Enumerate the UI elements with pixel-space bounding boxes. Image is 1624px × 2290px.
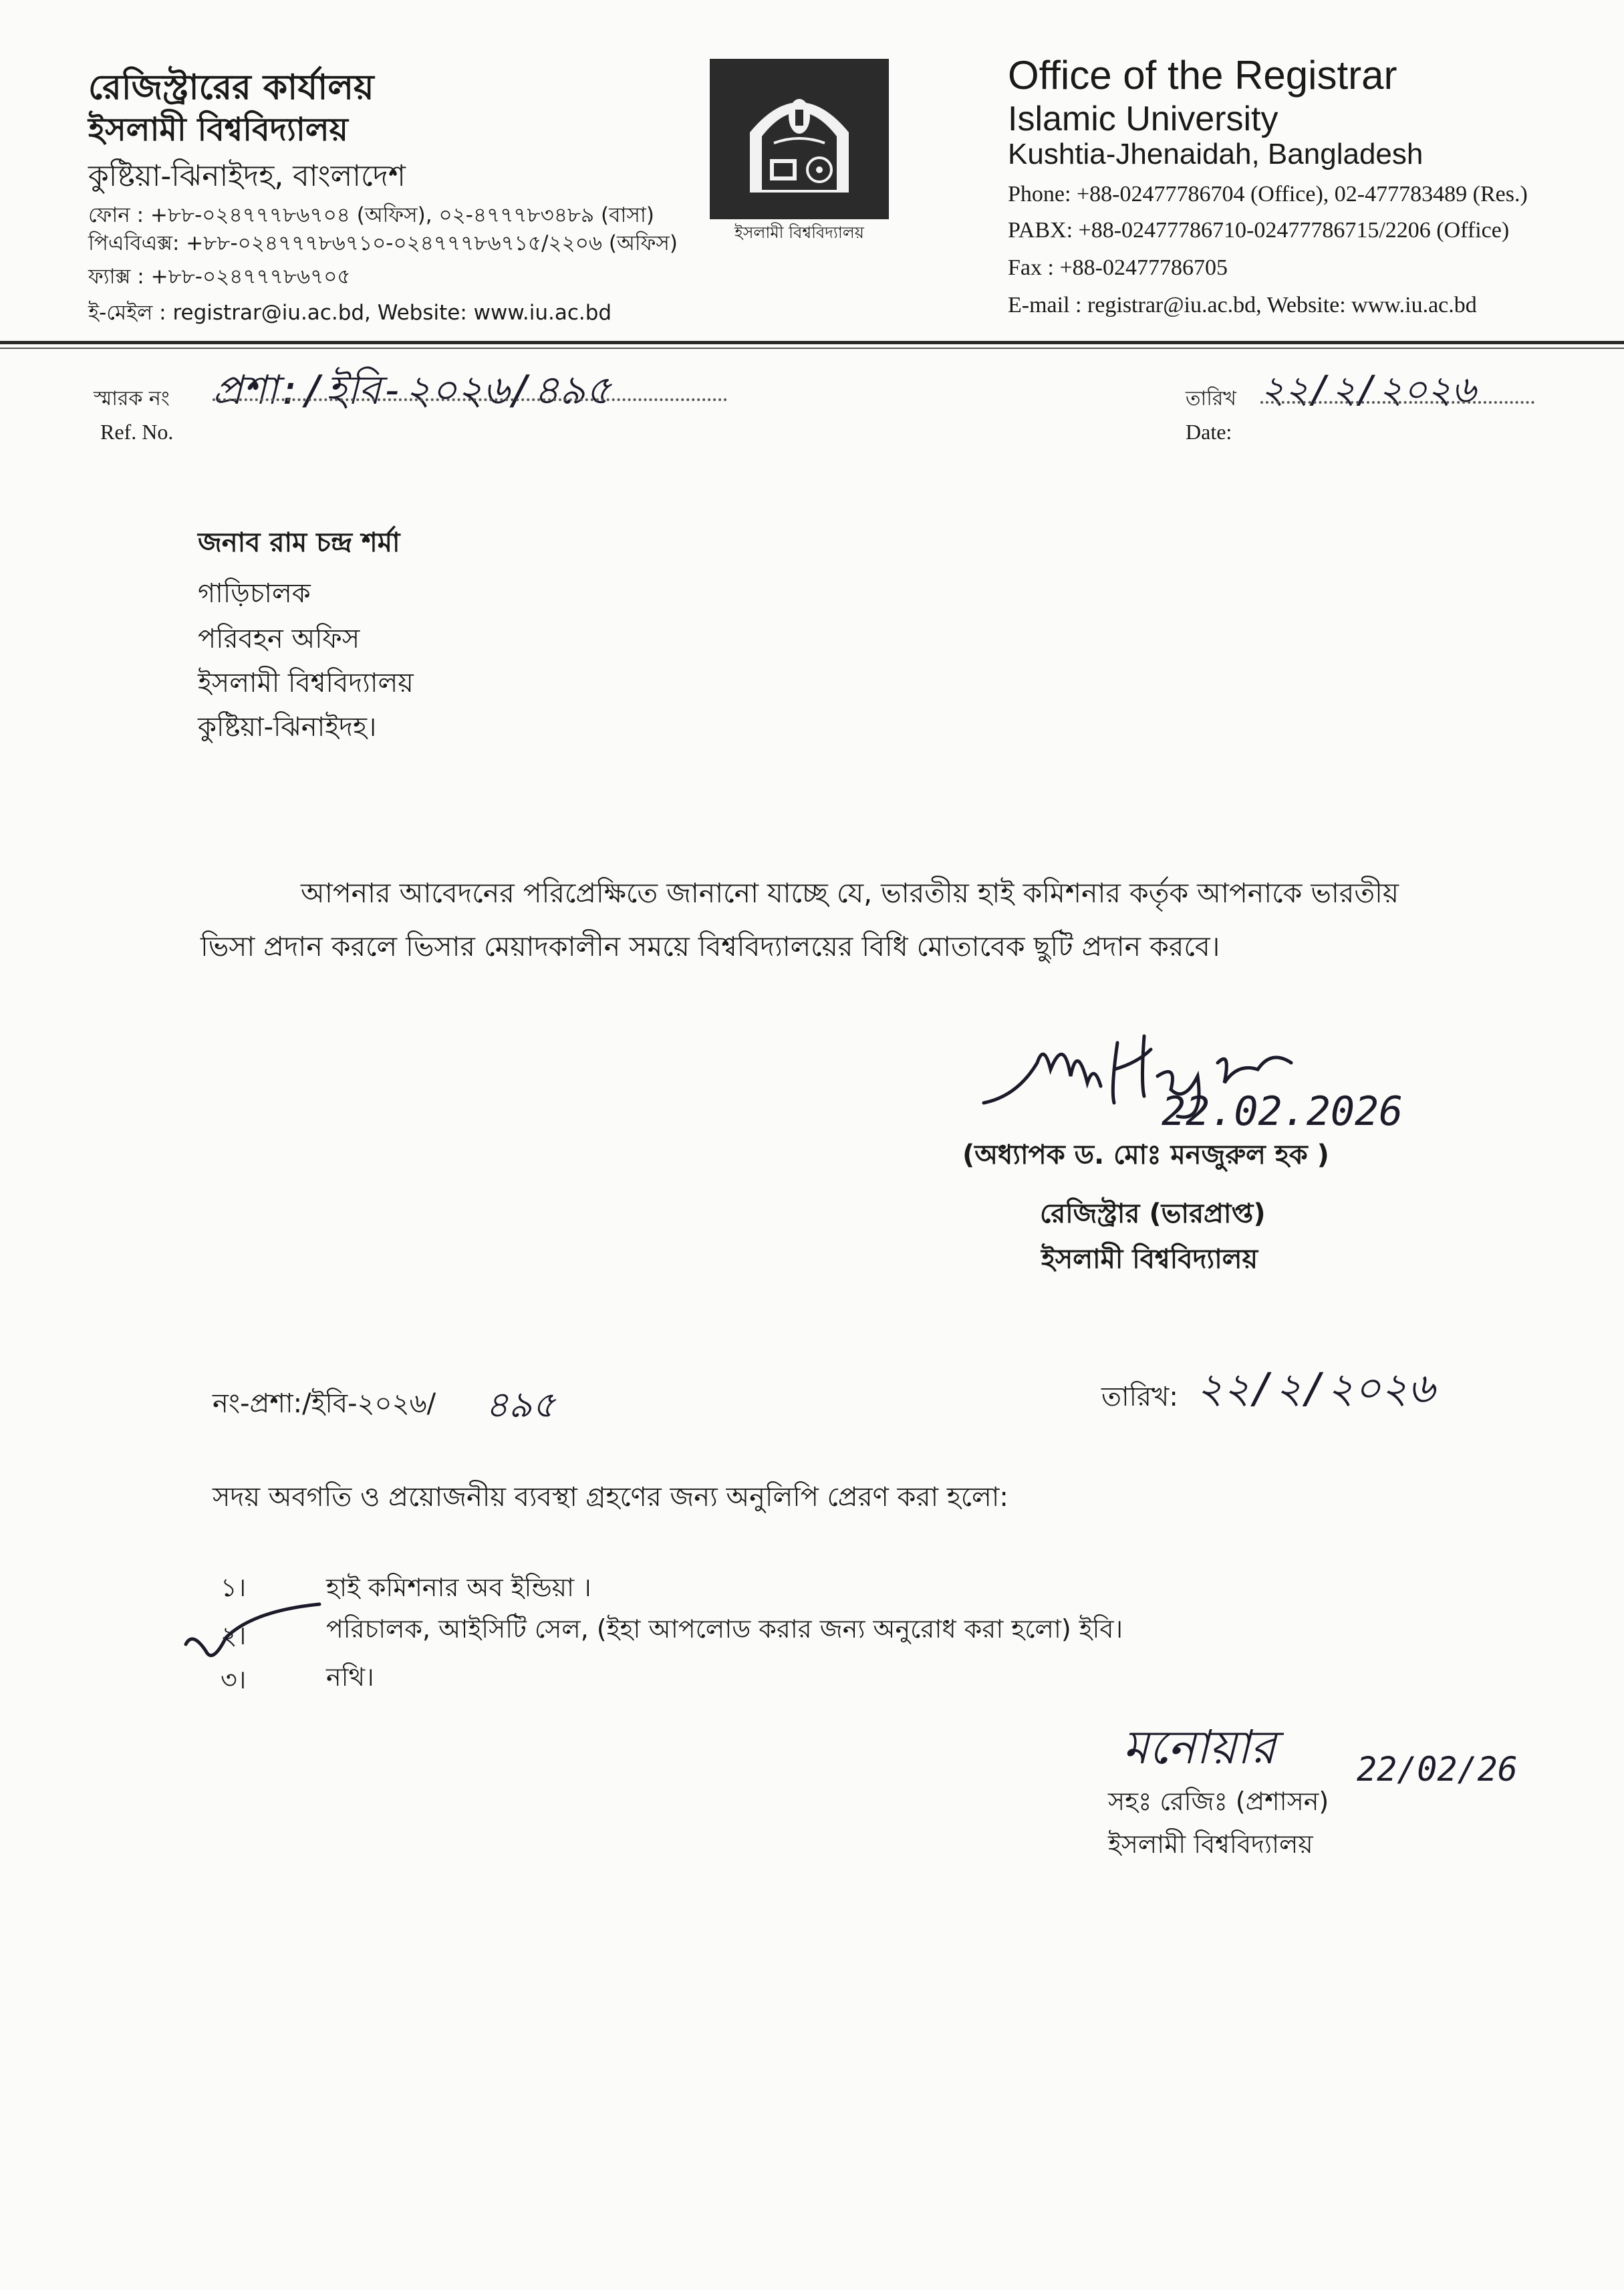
copy-ref-number-handwritten: ৪৯৫ <box>485 1384 556 1426</box>
logo-caption: ইসলামী বিশ্ববিদ্যালয় <box>734 223 864 242</box>
recipient-name: জনাব রাম চন্দ্র শর্মা <box>198 527 400 558</box>
signatory-title: রেজিস্ট্রার (ভারপ্রাপ্ত) <box>1040 1198 1266 1229</box>
date-label-bn: তারিখ <box>1186 387 1236 410</box>
recipient-location: কুষ্টিয়া-ঝিনাইদহ। <box>198 712 377 743</box>
header-bn-location: কুষ্টিয়া-ঝিনাইদহ, বাংলাদেশ <box>88 159 406 193</box>
recipient-designation: গাড়িচালক <box>198 578 311 609</box>
second-signatory-title: সহঃ রেজিঃ (প্রশাসন) <box>1108 1787 1329 1816</box>
copy-intro: সদয় অবগতি ও প্রয়োজনীয় ব্যবস্থা গ্রহণের জন্য অনুলিপি প্রেরণ করা হলো: <box>213 1482 1008 1513</box>
copy-item-number: ৩। <box>221 1665 247 1694</box>
recipient-office: পরিবহন অফিস <box>198 624 360 654</box>
header-en-title: Office of the Registrar <box>1008 53 1397 98</box>
copy-item-text: হাই কমিশনার অব ইন্ডিয়া । <box>326 1573 591 1602</box>
body-line-1: আপনার আবেদনের পরিপ্রেক্ষিতে জানানো যাচ্ছে যে, ভারতীয় হাই কমিশনার কর্তৃক আপনাকে ভারতীয় <box>301 877 1399 909</box>
header-en-fax: Fax : +88-02477786705 <box>1008 255 1228 280</box>
header-en-pabx: PABX: +88-02477786710-02477786715/2206 (Office) <box>1008 218 1510 243</box>
signatory-name: (অধ্যাপক ড. মোঃ মনজুরুল হক ) <box>962 1140 1329 1170</box>
header-en-email: E-mail : registrar@iu.ac.bd, Website: www.iu.ac.bd <box>1008 293 1477 317</box>
header-bn-university: ইসলামী বিশ্ববিদ্যালয় <box>88 111 348 148</box>
header-bn-email: ই-মেইল : registrar@iu.ac.bd, Website: www.iu.ac.bd <box>88 301 612 325</box>
header-en-location: Kushtia-Jhenaidah, Bangladesh <box>1008 138 1424 170</box>
header-en-phone: Phone: +88-02477786704 (Office), 02-477783489 (Res.) <box>1008 182 1528 207</box>
copy-ref-label: নং-প্রশা:/ইবি-২০২৬/ <box>213 1388 436 1419</box>
ref-label-en: Ref. No. <box>100 420 174 444</box>
signature-date-handwritten: 22.02.2026 <box>1162 1088 1403 1135</box>
date-handwritten: ২২/২/২০২৬ <box>1260 368 1476 412</box>
second-signatory-organization: ইসলামী বিশ্ববিদ্যালয় <box>1108 1829 1313 1859</box>
header-divider <box>0 341 1624 344</box>
body-line-2: ভিসা প্রদান করলে ভিসার মেয়াদকালীন সময়ে বিশ্ববিদ্যালয়ের বিধি মোতাবেক ছুটি প্রদান করবে। <box>200 930 1220 963</box>
second-signature-handwritten: মনোয়ার <box>1123 1720 1276 1775</box>
header-bn-fax: ফ্যাক্স : +৮৮-০২৪৭৭৭৮৬৭০৫ <box>88 265 351 289</box>
ref-label-bn: স্মারক নং <box>94 387 170 410</box>
copy-date-handwritten: ২২/২/২০২৬ <box>1196 1364 1435 1412</box>
crest-icon <box>710 59 889 219</box>
header-bn-phone: ফোন : +৮৮-০২৪৭৭৭৮৬৭০৪ (অফিস), ০২-৪৭৭৭৮৩৪৮৯ (বাসা) <box>88 203 654 227</box>
date-dotted-line <box>1260 401 1534 404</box>
second-signature-date-handwritten: 22/02/26 <box>1357 1750 1518 1789</box>
copy-item-number: ১। <box>221 1573 247 1602</box>
signatory-organization: ইসলামী বিশ্ববিদ্যালয় <box>1041 1244 1258 1275</box>
date-label-en: Date: <box>1186 420 1232 444</box>
ref-number-handwritten: প্রশা:/ইবি-২০২৬/৪৯৫ <box>213 367 612 414</box>
copy-item-text: পরিচালক, আইসিটি সেল, (ইহা আপলোড করার জন্য অনুরোধ করা হলো) ইবি। <box>326 1614 1123 1644</box>
checkmark-icon <box>179 1591 326 1678</box>
ref-dotted-line <box>213 398 727 401</box>
copy-item-number: ২। <box>221 1621 247 1650</box>
copy-date-label: তারিখ: <box>1101 1382 1178 1412</box>
header-bn-pabx: পিএবিএক্স: +৮৮-০২৪৭৭৭৮৬৭১০-০২৪৭৭৭৮৬৭১৫/২২০৬ (অফিস) <box>88 231 678 255</box>
recipient-university: ইসলামী বিশ্ববিদ্যালয় <box>198 668 414 698</box>
university-logo <box>710 59 889 219</box>
header-bn-title: রেজিস্ট্রারের কার্যালয় <box>88 68 374 108</box>
header-en-university: Islamic University <box>1008 100 1278 138</box>
copy-item-text: নথি। <box>326 1662 374 1692</box>
header-divider-thin <box>0 348 1624 349</box>
